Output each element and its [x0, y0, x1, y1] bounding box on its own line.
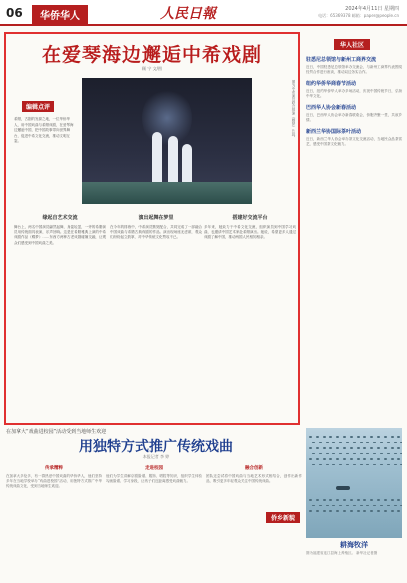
- aquaculture-float: [384, 499, 387, 501]
- aquaculture-float: [329, 436, 332, 438]
- aquaculture-float: [357, 436, 360, 438]
- aquaculture-float: [336, 510, 339, 512]
- photo-feature-caption: 图为福建省连江县海上养殖区。 新华社记者摄: [306, 551, 378, 555]
- lower-byline: 本报记者 李 婷: [142, 454, 170, 459]
- aquaculture-float: [323, 499, 326, 501]
- aquaculture-float: [309, 458, 312, 460]
- aquaculture-float: [377, 458, 380, 460]
- aquaculture-float: [332, 464, 335, 466]
- boat-icon: [336, 486, 350, 490]
- aquaculture-float: [387, 464, 390, 466]
- editor-note-tag: 编辑点评: [22, 101, 54, 112]
- aquaculture-float: [316, 510, 319, 512]
- lower-subhead-3: 融合创新: [245, 466, 263, 471]
- aquaculture-float: [343, 499, 346, 501]
- aquaculture-float: [380, 505, 383, 507]
- aquaculture-float: [391, 436, 394, 438]
- aquaculture-float: [366, 505, 369, 507]
- aquaculture-float: [377, 447, 380, 449]
- aquaculture-float: [329, 458, 332, 460]
- aquaculture-float: [377, 499, 380, 501]
- aquaculture-float: [373, 442, 376, 444]
- aquaculture-float: [394, 453, 397, 455]
- aquaculture-float: [360, 442, 363, 444]
- aquaculture-float: [336, 499, 339, 501]
- feature-text-2: 在今年的排练中，中希演员默契配合，共同完成了一部融合中国戏曲与希腊古典戏剧的作品。演出现场座无虚席，观众们纷纷起立鼓掌，对中华传统文化赞叹不已。: [110, 225, 202, 240]
- aquaculture-float: [353, 464, 356, 466]
- aquaculture-float: [357, 447, 360, 449]
- aquaculture-float: [319, 464, 322, 466]
- aquaculture-float: [326, 453, 329, 455]
- lower-text-2: 他们为学生讲解京剧脸谱、服饰、唱腔等知识，组织学生体验勾画脸谱、学习身段，让孩子们近距离感受戏曲魅力。: [106, 474, 202, 483]
- community-item-title[interactable]: 驻悉尼总领馆与新州工商界交流: [306, 57, 377, 63]
- aquaculture-float: [309, 447, 312, 449]
- aquaculture-float: [357, 458, 360, 460]
- aquaculture-float: [366, 442, 369, 444]
- aquaculture-float: [312, 464, 315, 466]
- aquaculture-float: [384, 510, 387, 512]
- community-tag: 华人社区: [334, 39, 370, 50]
- aquaculture-float: [363, 436, 366, 438]
- feature-subhead-3: 搭建好交流平台: [232, 215, 268, 221]
- editor-note-text: 希腊，古剧的发源之地，一位华侨华人，用中国戏曲与希腊戏剧，在爱琴海边邂逅中国，把中国故事带向世界舞台，促进中希文化交流，推动文明互鉴。: [14, 117, 74, 143]
- aquaculture-float: [332, 505, 335, 507]
- feature-article[interactable]: [4, 32, 300, 425]
- aquaculture-float: [363, 510, 366, 512]
- aquaculture-float: [363, 499, 366, 501]
- aquaculture-float: [326, 464, 329, 466]
- community-item-title[interactable]: 巴西华人协会新春活动: [306, 105, 357, 111]
- aquaculture-float: [377, 510, 380, 512]
- community-item-title[interactable]: 纽约华侨华商春节活动: [306, 81, 357, 87]
- aquaculture-float: [339, 464, 342, 466]
- aquaculture-float: [343, 436, 346, 438]
- aquaculture-float: [316, 436, 319, 438]
- aquaculture-float: [391, 447, 394, 449]
- aquaculture-float: [366, 453, 369, 455]
- aquaculture-float: [343, 458, 346, 460]
- aquaculture-float: [350, 458, 353, 460]
- feature-text-3: 多年来，她致力于中希文化交流，组织演员到中国学习戏曲，也邀请中国艺术家赴希腊演出。她说，希望更多人通过戏剧了解中国，推动两国人民相知相亲。: [204, 225, 296, 240]
- aquaculture-float: [339, 453, 342, 455]
- aquaculture-float: [309, 499, 312, 501]
- aquaculture-float: [312, 505, 315, 507]
- stage-floor: [82, 182, 252, 204]
- aquaculture-float: [370, 436, 373, 438]
- aquaculture-float: [332, 442, 335, 444]
- aquaculture-float: [400, 505, 402, 507]
- aquaculture-float: [373, 453, 376, 455]
- aquaculture-float: [336, 436, 339, 438]
- lower-text-3: 团队还尝试将中国戏曲与当地艺术形式相结合，创作出新作品，吸引更多年轻观众关注中国传统戏曲。: [206, 474, 302, 483]
- aquaculture-float: [373, 464, 376, 466]
- aquaculture-float: [323, 510, 326, 512]
- aquaculture-float: [326, 442, 329, 444]
- aquaculture-float: [319, 505, 322, 507]
- aquaculture-float: [400, 442, 402, 444]
- feature-headline: 在爱琴海边邂逅中希戏剧: [41, 44, 262, 66]
- aquaculture-float: [397, 499, 400, 501]
- aquaculture-float: [312, 442, 315, 444]
- feature-byline: 顾 宁 文/图: [142, 66, 162, 71]
- aquaculture-float: [373, 505, 376, 507]
- stage-photo: [82, 78, 252, 204]
- aquaculture-float: [326, 505, 329, 507]
- aquaculture-float: [384, 458, 387, 460]
- aquaculture-float: [400, 464, 402, 466]
- feature-text-1: 舞台上，两名中国演员翩然起舞，身姿轻盈，一旁的希腊演员用传统面具表演，乐声回响。这是在希腊雅典上演的中希戏剧作品《蝶梦》……东西方两种古老戏剧碰撞交融，让观众们感受到中国戏曲之美。: [14, 225, 106, 245]
- lower-text-1: 在加拿大多伦多，有一群热爱中国戏曲的华侨华人，他们坚持多年在当地学校举办“戏曲进校园”活动，用独特方式推广中华传统戏曲文化，受到当地师生欢迎。: [6, 474, 102, 488]
- photo-feature-title: 耕海牧洋: [340, 540, 368, 549]
- aquaculture-float: [346, 464, 349, 466]
- aquaculture-float: [346, 505, 349, 507]
- aquaculture-float: [370, 458, 373, 460]
- community-item-text: 近日，新西兰华人协会举办茶文化交流活动，当地民众品茶赏艺，感受中国茶文化魅力。: [306, 137, 402, 146]
- aquaculture-float: [343, 447, 346, 449]
- performer-figure: [168, 136, 178, 184]
- aquaculture-float: [394, 505, 397, 507]
- aquaculture-float: [339, 442, 342, 444]
- aquaculture-float: [316, 458, 319, 460]
- aquaculture-float: [387, 442, 390, 444]
- aquaculture-float: [397, 436, 400, 438]
- aquaculture-float: [387, 453, 390, 455]
- community-news-column: [306, 32, 402, 425]
- aquaculture-float: [329, 447, 332, 449]
- aquaculture-float: [316, 499, 319, 501]
- community-item-text: 近日，纽约华侨华人举办多场活动，庆祝中国传统节日，弘扬中华文化。: [306, 89, 402, 98]
- aquaculture-float: [370, 447, 373, 449]
- photo-caption: 图为中希演员联合排演《蝶梦》片段。: [292, 80, 296, 140]
- aquaculture-float: [350, 436, 353, 438]
- aquaculture-float: [360, 453, 363, 455]
- aquaculture-float: [384, 436, 387, 438]
- aquaculture-float: [336, 458, 339, 460]
- page-number: 06: [6, 6, 23, 20]
- aquaculture-float: [350, 499, 353, 501]
- aquaculture-float: [350, 510, 353, 512]
- aquaculture-float: [397, 458, 400, 460]
- community-item-text: 近日，巴西华人协会举办新春联欢会，侨胞齐聚一堂，共叙乡情。: [306, 113, 402, 122]
- aquaculture-float: [346, 442, 349, 444]
- aquaculture-float: [339, 505, 342, 507]
- aquaculture-float: [360, 505, 363, 507]
- aquaculture-float: [380, 442, 383, 444]
- aquaculture-float: [309, 510, 312, 512]
- aquaculture-float: [391, 499, 394, 501]
- aquaculture-float: [397, 447, 400, 449]
- aquaculture-float: [357, 510, 360, 512]
- aquaculture-float: [380, 464, 383, 466]
- aquaculture-float: [370, 499, 373, 501]
- aquaculture-float: [350, 447, 353, 449]
- aquaculture-float: [319, 442, 322, 444]
- aquaculture-float: [323, 436, 326, 438]
- aquaculture-float: [377, 436, 380, 438]
- aquaculture-float: [387, 505, 390, 507]
- aquaculture-float: [363, 458, 366, 460]
- masthead: [0, 0, 407, 26]
- aquaculture-float: [384, 447, 387, 449]
- aquaculture-float: [380, 453, 383, 455]
- paper-logo: 人民日報: [160, 6, 216, 22]
- aquaculture-float: [394, 442, 397, 444]
- editor-note: [14, 94, 76, 214]
- stage-light: [142, 88, 192, 148]
- lower-headline[interactable]: 用独特方式推广传统戏曲: [79, 439, 233, 455]
- feature-subhead-2: 演出起舞在梦里: [138, 215, 174, 221]
- feature-column-1: [14, 210, 106, 246]
- aquaculture-float: [332, 453, 335, 455]
- issue-date: 2024年4月11日 星期四: [345, 6, 399, 12]
- aquaculture-float: [336, 447, 339, 449]
- aquaculture-float: [366, 464, 369, 466]
- aquaculture-float: [391, 458, 394, 460]
- aquaculture-float: [312, 453, 315, 455]
- aquaculture-float: [353, 505, 356, 507]
- aquaculture-float: [309, 436, 312, 438]
- lower-kicker: 在加拿大“戏曲进校园”活动受到当地师生欢迎: [6, 429, 107, 435]
- lower-column-2: [106, 462, 202, 484]
- aquaculture-float: [353, 453, 356, 455]
- aquaculture-float: [353, 442, 356, 444]
- aquaculture-float: [319, 453, 322, 455]
- feature-column-3: [204, 210, 296, 241]
- aquaculture-float: [360, 464, 363, 466]
- aquaculture-float: [329, 510, 332, 512]
- performer-figure: [182, 144, 192, 184]
- community-item-title[interactable]: 新西兰华协国际茶叶活动: [306, 129, 362, 135]
- aquaculture-float: [329, 499, 332, 501]
- lower-column-3: [206, 462, 302, 484]
- aquaculture-float: [323, 458, 326, 460]
- aquaculture-float: [394, 464, 397, 466]
- sea-farming-photo: [306, 428, 402, 538]
- performer-figure: [152, 132, 162, 184]
- aquaculture-float: [316, 447, 319, 449]
- aquaculture-float: [357, 499, 360, 501]
- photo-feature-tag: 侨乡新貌: [266, 512, 300, 523]
- lower-subhead-1: 传承精粹: [45, 466, 63, 471]
- aquaculture-float: [363, 447, 366, 449]
- contact-info: 电话：65369378 邮箱：paper@people.cn: [318, 13, 399, 18]
- section-label: 华侨华人: [32, 5, 88, 24]
- aquaculture-float: [370, 510, 373, 512]
- feature-column-2: [110, 210, 202, 241]
- community-item-text: 近日，中国驻悉尼总领馆举办交流会，与新州工商界代表围绕经贸合作进行座谈，推动双边务实合作。: [306, 65, 402, 74]
- aquaculture-float: [323, 447, 326, 449]
- feature-subhead-1: 缘起自艺术交流: [42, 215, 78, 221]
- aquaculture-float: [346, 453, 349, 455]
- lower-column-1: [6, 462, 102, 489]
- aquaculture-float: [397, 510, 400, 512]
- aquaculture-float: [391, 510, 394, 512]
- aquaculture-float: [400, 453, 402, 455]
- aquaculture-float: [343, 510, 346, 512]
- lower-subhead-2: 走进校园: [145, 466, 163, 471]
